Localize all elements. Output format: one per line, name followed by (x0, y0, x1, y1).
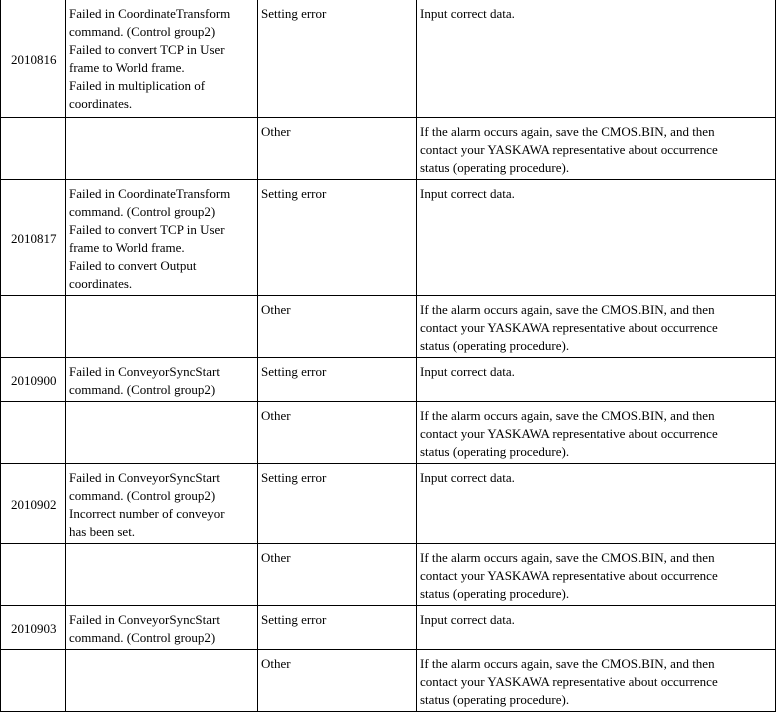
alarm-description (66, 544, 258, 606)
alarm-description (66, 606, 258, 650)
alarm-cause: Other (258, 296, 417, 358)
table-row (1, 296, 776, 358)
description-line: Failed to convert TCP in User (69, 42, 225, 57)
alarm-remedy (417, 650, 776, 712)
table-row (1, 358, 776, 402)
alarm-cause: Setting error (258, 0, 417, 118)
alarm-code: 2010816 (1, 0, 66, 118)
description-line: Failed to convert TCP in User (69, 222, 225, 237)
alarm-remedy (417, 402, 776, 464)
alarm-description (66, 402, 258, 464)
remedy-line: contact your YASKAWA representative about occurrence (420, 320, 718, 335)
description-line: frame to World frame. (69, 240, 185, 255)
alarm-code: 2010900 (1, 358, 66, 402)
remedy-line: Input correct data. (420, 612, 515, 627)
remedy-line: contact your YASKAWA representative about occurrence (420, 142, 718, 157)
alarm-code: 2010817 (1, 180, 66, 296)
description-line: Failed in ConveyorSyncStart (69, 364, 220, 379)
description-line: Incorrect number of conveyor (69, 506, 225, 521)
remedy-line: status (operating procedure). (420, 160, 570, 175)
alarm-description (66, 118, 258, 180)
description-line: command. (Control group2) (69, 630, 216, 645)
remedy-line: Input correct data. (420, 364, 515, 379)
alarm-cause: Setting error (258, 358, 417, 402)
description-line: Failed to convert Output (69, 258, 197, 273)
remedy-line: contact your YASKAWA representative about occurrence (420, 674, 718, 689)
alarm-remedy (417, 180, 776, 296)
remedy-line: status (operating procedure). (420, 444, 570, 459)
alarm-description (66, 650, 258, 712)
alarm-cause: Other (258, 402, 417, 464)
alarm-cause: Setting error (258, 464, 417, 544)
alarm-code (1, 296, 66, 358)
alarm-description (66, 464, 258, 544)
alarm-remedy (417, 464, 776, 544)
description-line: command. (Control group2) (69, 488, 216, 503)
alarm-cause: Other (258, 544, 417, 606)
remedy-line: Input correct data. (420, 186, 515, 201)
description-line: command. (Control group2) (69, 24, 216, 39)
alarm-description (66, 296, 258, 358)
description-line: command. (Control group2) (69, 382, 216, 397)
alarm-code: 2010903 (1, 606, 66, 650)
remedy-line: If the alarm occurs again, save the CMOS.BIN, and then (420, 408, 715, 423)
description-line: command. (Control group2) (69, 204, 216, 219)
table-row (1, 650, 776, 712)
description-line: frame to World frame. (69, 60, 185, 75)
table-row (1, 180, 776, 296)
alarm-cause: Setting error (258, 606, 417, 650)
alarm-remedy (417, 544, 776, 606)
alarm-remedy (417, 118, 776, 180)
remedy-line: If the alarm occurs again, save the CMOS.BIN, and then (420, 656, 715, 671)
description-line: coordinates. (69, 96, 133, 111)
alarm-description (66, 180, 258, 296)
alarm-remedy (417, 358, 776, 402)
remedy-line: contact your YASKAWA representative about occurrence (420, 568, 718, 583)
alarm-description (66, 358, 258, 402)
remedy-line: status (operating procedure). (420, 586, 570, 601)
table-row (1, 606, 776, 650)
description-line: Failed in CoordinateTransform (69, 186, 231, 201)
alarm-remedy (417, 606, 776, 650)
alarm-code (1, 402, 66, 464)
alarm-remedy (417, 296, 776, 358)
table-row (1, 402, 776, 464)
remedy-line: status (operating procedure). (420, 338, 570, 353)
remedy-line: Input correct data. (420, 6, 515, 21)
remedy-line: contact your YASKAWA representative about occurrence (420, 426, 718, 441)
description-line: Failed in ConveyorSyncStart (69, 470, 220, 485)
alarm-code: 2010902 (1, 464, 66, 544)
description-line: Failed in CoordinateTransform (69, 6, 231, 21)
remedy-line: status (operating procedure). (420, 692, 570, 707)
description-line: coordinates. (69, 276, 133, 291)
remedy-line: If the alarm occurs again, save the CMOS.BIN, and then (420, 124, 715, 139)
description-line: Failed in multiplication of (69, 78, 206, 93)
remedy-line: Input correct data. (420, 470, 515, 485)
alarm-description (66, 0, 258, 118)
table-row (1, 0, 776, 118)
alarm-cause: Other (258, 650, 417, 712)
description-line: Failed in ConveyorSyncStart (69, 612, 220, 627)
remedy-line: If the alarm occurs again, save the CMOS.BIN, and then (420, 302, 715, 317)
table-row (1, 544, 776, 606)
table-row (1, 464, 776, 544)
alarm-code (1, 650, 66, 712)
description-line: has been set. (69, 524, 136, 539)
alarm-code (1, 118, 66, 180)
alarm-code (1, 544, 66, 606)
alarm-cause: Setting error (258, 180, 417, 296)
remedy-line: If the alarm occurs again, save the CMOS.BIN, and then (420, 550, 715, 565)
alarm-remedy (417, 0, 776, 118)
alarm-cause: Other (258, 118, 417, 180)
table-row (1, 118, 776, 180)
